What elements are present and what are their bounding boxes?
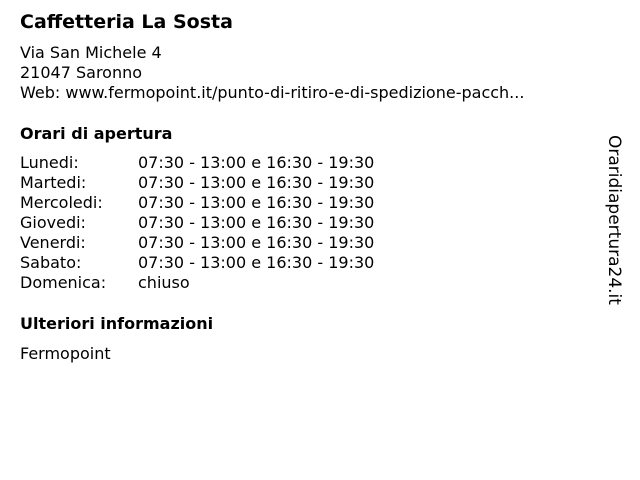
hours-row-thursday: [20, 213, 374, 233]
website-link[interactable]: Web: www.fermopoint.it/punto-di-ritiro-e-di-spedizione-pacch...: [20, 83, 525, 102]
day-label: Venerdi:: [20, 233, 86, 252]
day-label: Mercoledi:: [20, 193, 103, 212]
day-label: Martedi:: [20, 173, 87, 192]
additional-info-heading: Ulteriori informazioni: [20, 314, 214, 333]
hours-value: chiuso: [138, 273, 190, 292]
address-block: [20, 43, 524, 103]
hours-row-wednesday: [20, 193, 374, 213]
hours-value: 07:30 - 13:00 e 16:30 - 19:30: [138, 153, 375, 172]
hours-row-tuesday: [20, 173, 374, 193]
site-watermark: Oraridiapertura24.it: [604, 135, 624, 305]
business-name: Caffetteria La Sosta: [20, 11, 233, 33]
hours-row-friday: [20, 233, 374, 253]
hours-value: 07:30 - 13:00 e 16:30 - 19:30: [138, 233, 375, 252]
day-label: Sabato:: [20, 253, 82, 272]
day-label: Domenica:: [20, 273, 107, 292]
opening-hours-heading: Orari di apertura: [20, 124, 173, 143]
additional-info-text: Fermopoint: [20, 344, 111, 363]
street-address: Via San Michele 4: [20, 43, 162, 62]
city-postal-code: 21047 Saronno: [20, 63, 143, 82]
hours-row-sunday: [20, 273, 374, 293]
hours-value: 07:30 - 13:00 e 16:30 - 19:30: [138, 173, 375, 192]
opening-hours-table: [20, 153, 374, 293]
hours-row-monday: [20, 153, 374, 173]
hours-row-saturday: [20, 253, 374, 273]
day-label: Giovedi:: [20, 213, 86, 232]
day-label: Lunedi:: [20, 153, 79, 172]
hours-value: 07:30 - 13:00 e 16:30 - 19:30: [138, 193, 375, 212]
hours-value: 07:30 - 13:00 e 16:30 - 19:30: [138, 213, 375, 232]
hours-value: 07:30 - 13:00 e 16:30 - 19:30: [138, 253, 375, 272]
